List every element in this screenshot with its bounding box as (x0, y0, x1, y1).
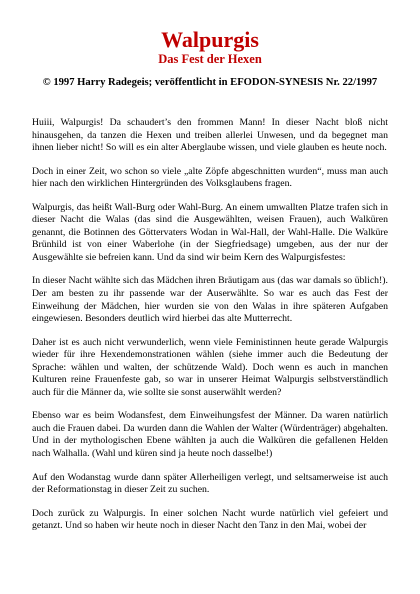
article-body (32, 117, 388, 594)
body-paragraph: Doch zurück zu Walpurgis. In einer solchen Nacht wurde natürlich viel gefeiert und getanzt. Und so haben wir heute noch in dieser Nacht den Tanz in den Mai, wobei der (32, 507, 388, 532)
body-paragraph: Huiii, Walpurgis! Da schaudert’s den frommen Mann! In dieser Nacht bloß nicht hinausgehen, da tanzen die Hexen und treiben allerlei Unwesen, und da begegnet man ihnen lieber nicht! So will es ein alter Aberglaube wissen, und viele glauben es heute noch. (32, 117, 388, 154)
body-paragraph: In dieser Nacht wählte sich das Mädchen ihren Bräutigam aus (das war damals so üblich!). Der am besten zu ihr passende war der Auserwählte. So war es auch das Fest der Einweihung der Mädchen, hier wurden sie von den Walas in ihre späteren Aufgaben eingewiesen. Besonders deutlich wird hierbei das alte Mutterrecht. (32, 275, 388, 325)
body-paragraph: Auf den Wodanstag wurde dann später Allerheiligen verlegt, und seltsamerweise ist auch der Reformationstag in dieser Zeit zu suchen. (32, 471, 388, 496)
copyright-line: © 1997 Harry Radegeis; veröffentlicht in EFODON-SYNESIS Nr. 22/1997 (42, 77, 378, 88)
body-paragraph: Ebenso war es beim Wodansfest, dem Einweihungsfest der Männer. Da waren natürlich auch die Frauen dabei. Da wurden dann die Wahlen der Walter (Würdenträger) abgehalten. Und in der mythologischen Ebene wählten ja auch die Walküren die gefallenen Helden nach Walhalla. (Wahl und küren sind ja heute noch dasselbe!) (32, 410, 388, 460)
body-paragraph: Daher ist es auch nicht verwunderlich, wenn viele Feministinnen heute gerade Walpurgis wieder für ihre Hexendemonstrationen wählen (siehe immer auch die Bedeutung der Sprache: wählen und walten, der schützende Wald). Doch wenn es auch in manchen Kulturen reine Frauenfeste gab, so war in unserer Heimat Walpurgis selbstverständlich auch für die Männer da, wie sollte sie sonst auserwählt werden? (32, 336, 388, 398)
article-title: Walpurgis (161, 27, 259, 52)
body-paragraph: Walpurgis, das heißt Wall-Burg oder Wahl-Burg. An einem umwallten Platze trafen sich in dieser Nacht die Walas (das sind die Ausgewählten, weisen Frauen), auch Walküren genannt, die Botinnen des Göttervaters Wodan in Wal-Hall, der Wahl-Halle. Die Walküre Brünhild ist von einer Waberlohe (in der Siegfriedsage) umgeben, aus der nur der Ausgewählte sie befreien kann. Und da sind wir beim Kern des Walpurgisfestes: (32, 201, 388, 263)
article-subtitle: Das Fest der Hexen (158, 52, 262, 66)
body-paragraph: Doch in einer Zeit, wo schon so viele „alte Zöpfe abgeschnitten wurden“, muss man auch hier nach den wirklichen Hintergründen des Volksglaubens fragen. (32, 165, 388, 190)
